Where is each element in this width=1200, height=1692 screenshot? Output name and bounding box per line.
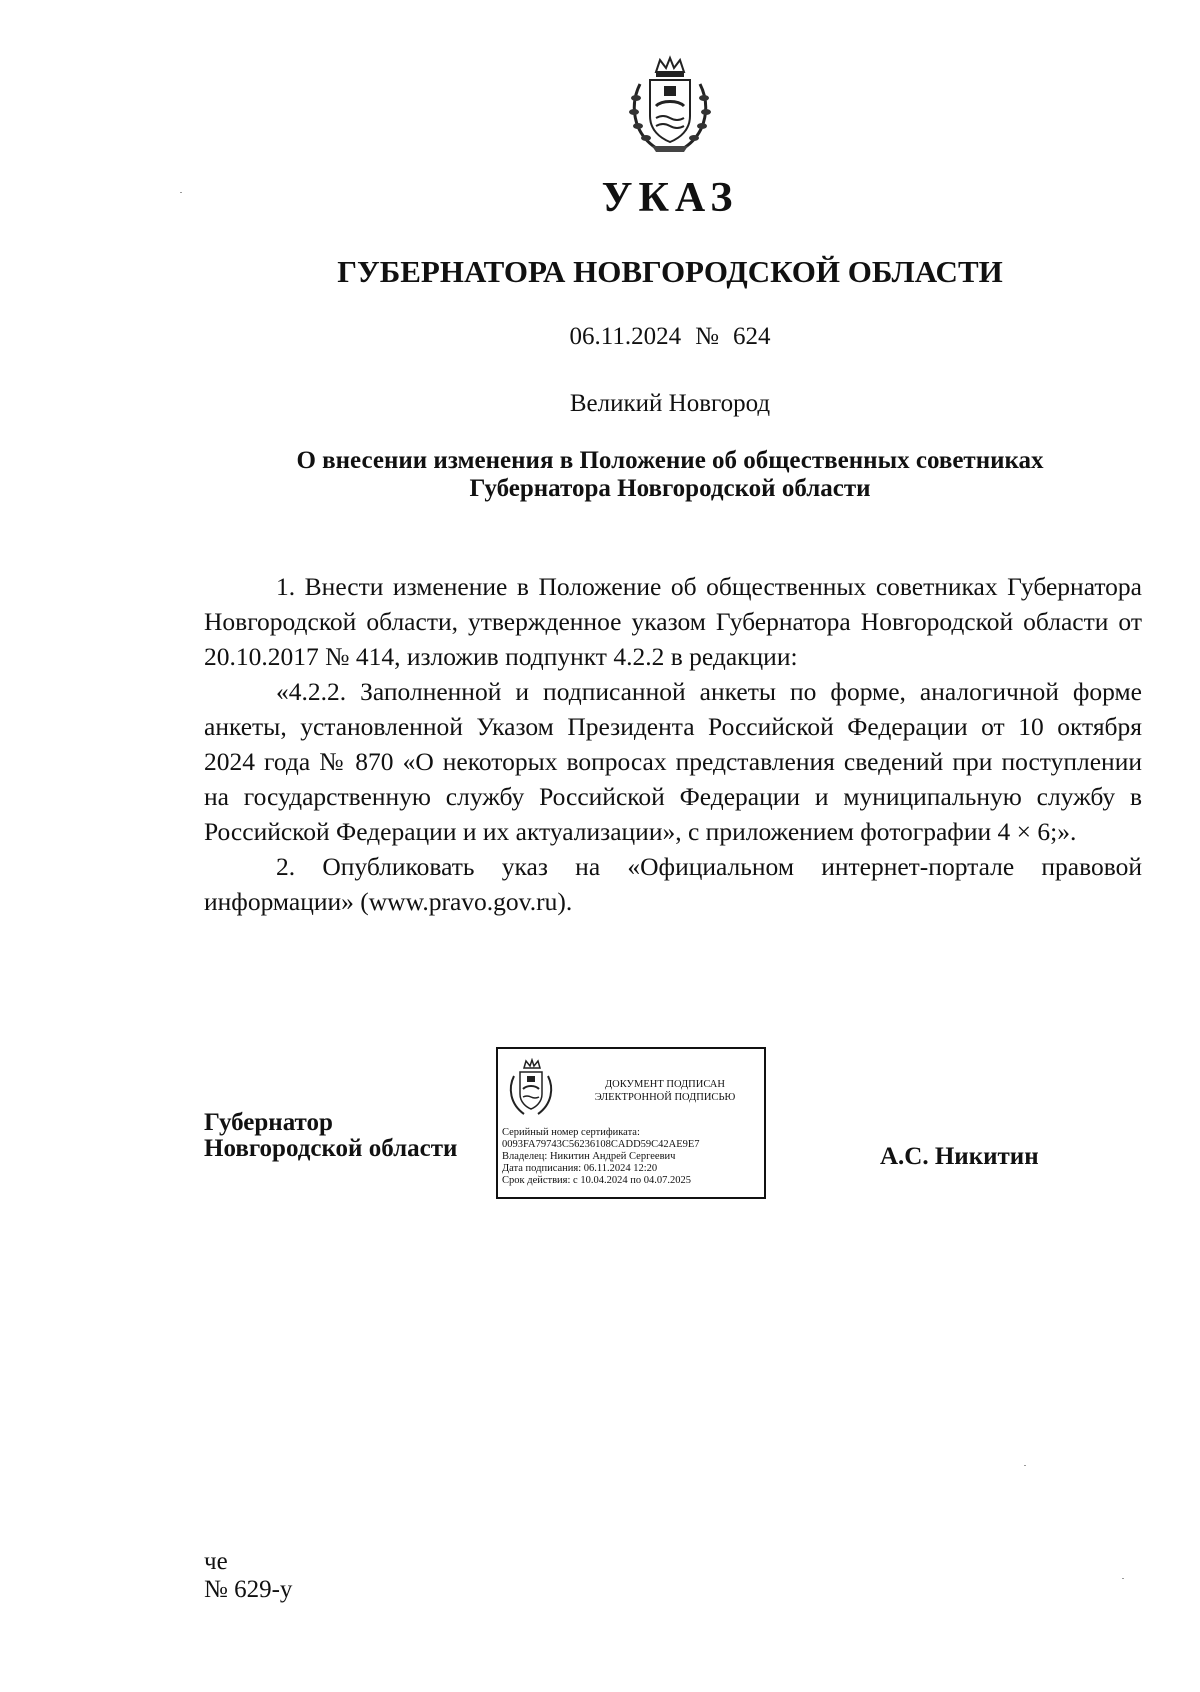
- decree-date-number: [0, 323, 1200, 351]
- registration-code: [204, 1548, 292, 1604]
- document-heading: [200, 447, 1140, 503]
- scan-speck: [1024, 1465, 1026, 1466]
- signer-position: [204, 1110, 494, 1162]
- paragraph: 1. Внести изменение в Положение об общественных советниках Губернатора Новгородской области, утвержденное указом Губернатора Новгородской области от 20.10.2017 № 414, изложив подпункт 4.2.2 в редакции:: [204, 572, 1142, 671]
- coat-of-arms-icon: [506, 1058, 556, 1118]
- number-sign: №: [695, 323, 719, 350]
- registration-code-line: № 629-у: [204, 1576, 293, 1603]
- stamp-title: [576, 1078, 754, 1104]
- decree-date: 06.11.2024: [569, 323, 682, 350]
- stamp-title-line: ДОКУМЕНТ ПОДПИСАН: [605, 1079, 725, 1090]
- paragraph: 2. Опубликовать указ на «Официальном интернет-портале правовой информации» (www.pravo.gov.ru).: [204, 852, 1142, 916]
- decree-number: 624: [732, 323, 771, 350]
- electronic-signature-stamp: [496, 1047, 766, 1199]
- document-body: [204, 569, 1142, 919]
- decree-title: УКАЗ: [601, 175, 739, 221]
- stamp-details: [502, 1127, 764, 1187]
- cert-validity: Срок действия: с 10.04.2024 по 04.07.2025: [502, 1175, 691, 1186]
- city: Великий Новгород: [569, 390, 771, 417]
- cert-number: 0093FA79743C56236108CADD59C42AE9E7: [502, 1139, 700, 1150]
- signed-date: Дата подписания: 06.11.2024 12:20: [502, 1163, 658, 1174]
- scan-speck: [1122, 1578, 1124, 1579]
- decree-authority: ГУБЕРНАТОРА НОВГОРОДСКОЙ ОБЛАСТИ: [337, 254, 1003, 289]
- registration-code-line: че: [204, 1548, 228, 1575]
- cert-label: Серийный номер сертификата:: [502, 1127, 640, 1138]
- heading-line: Губернатора Новгородской области: [469, 475, 871, 502]
- cert-owner: Владелец: Никитин Андрей Сергеевич: [502, 1151, 676, 1162]
- signer-position-line: Новгородской области: [204, 1135, 458, 1162]
- signer-name: А.С. Никитин: [880, 1143, 1039, 1170]
- signer-position-line: Губернатор: [204, 1109, 333, 1136]
- scan-speck: [180, 192, 182, 193]
- paragraph: «4.2.2. Заполненной и подписанной анкеты по форме, аналогичной форме анкеты, установленной Указом Президента Российской Федерации от 10 октября 2024 года № 870 «О некоторых вопросах представления сведений при поступлении на государственную службу Российской Федерации и муниципальную службу в Российской Федерации и их актуализации», с приложением фотографии 4 × 6;».: [204, 677, 1142, 846]
- heading-line: О внесении изменения в Положение об общественных советниках: [296, 447, 1044, 474]
- coat-of-arms-icon: [626, 54, 714, 154]
- stamp-title-line: ЭЛЕКТРОННОЙ ПОДПИСЬЮ: [594, 1092, 736, 1103]
